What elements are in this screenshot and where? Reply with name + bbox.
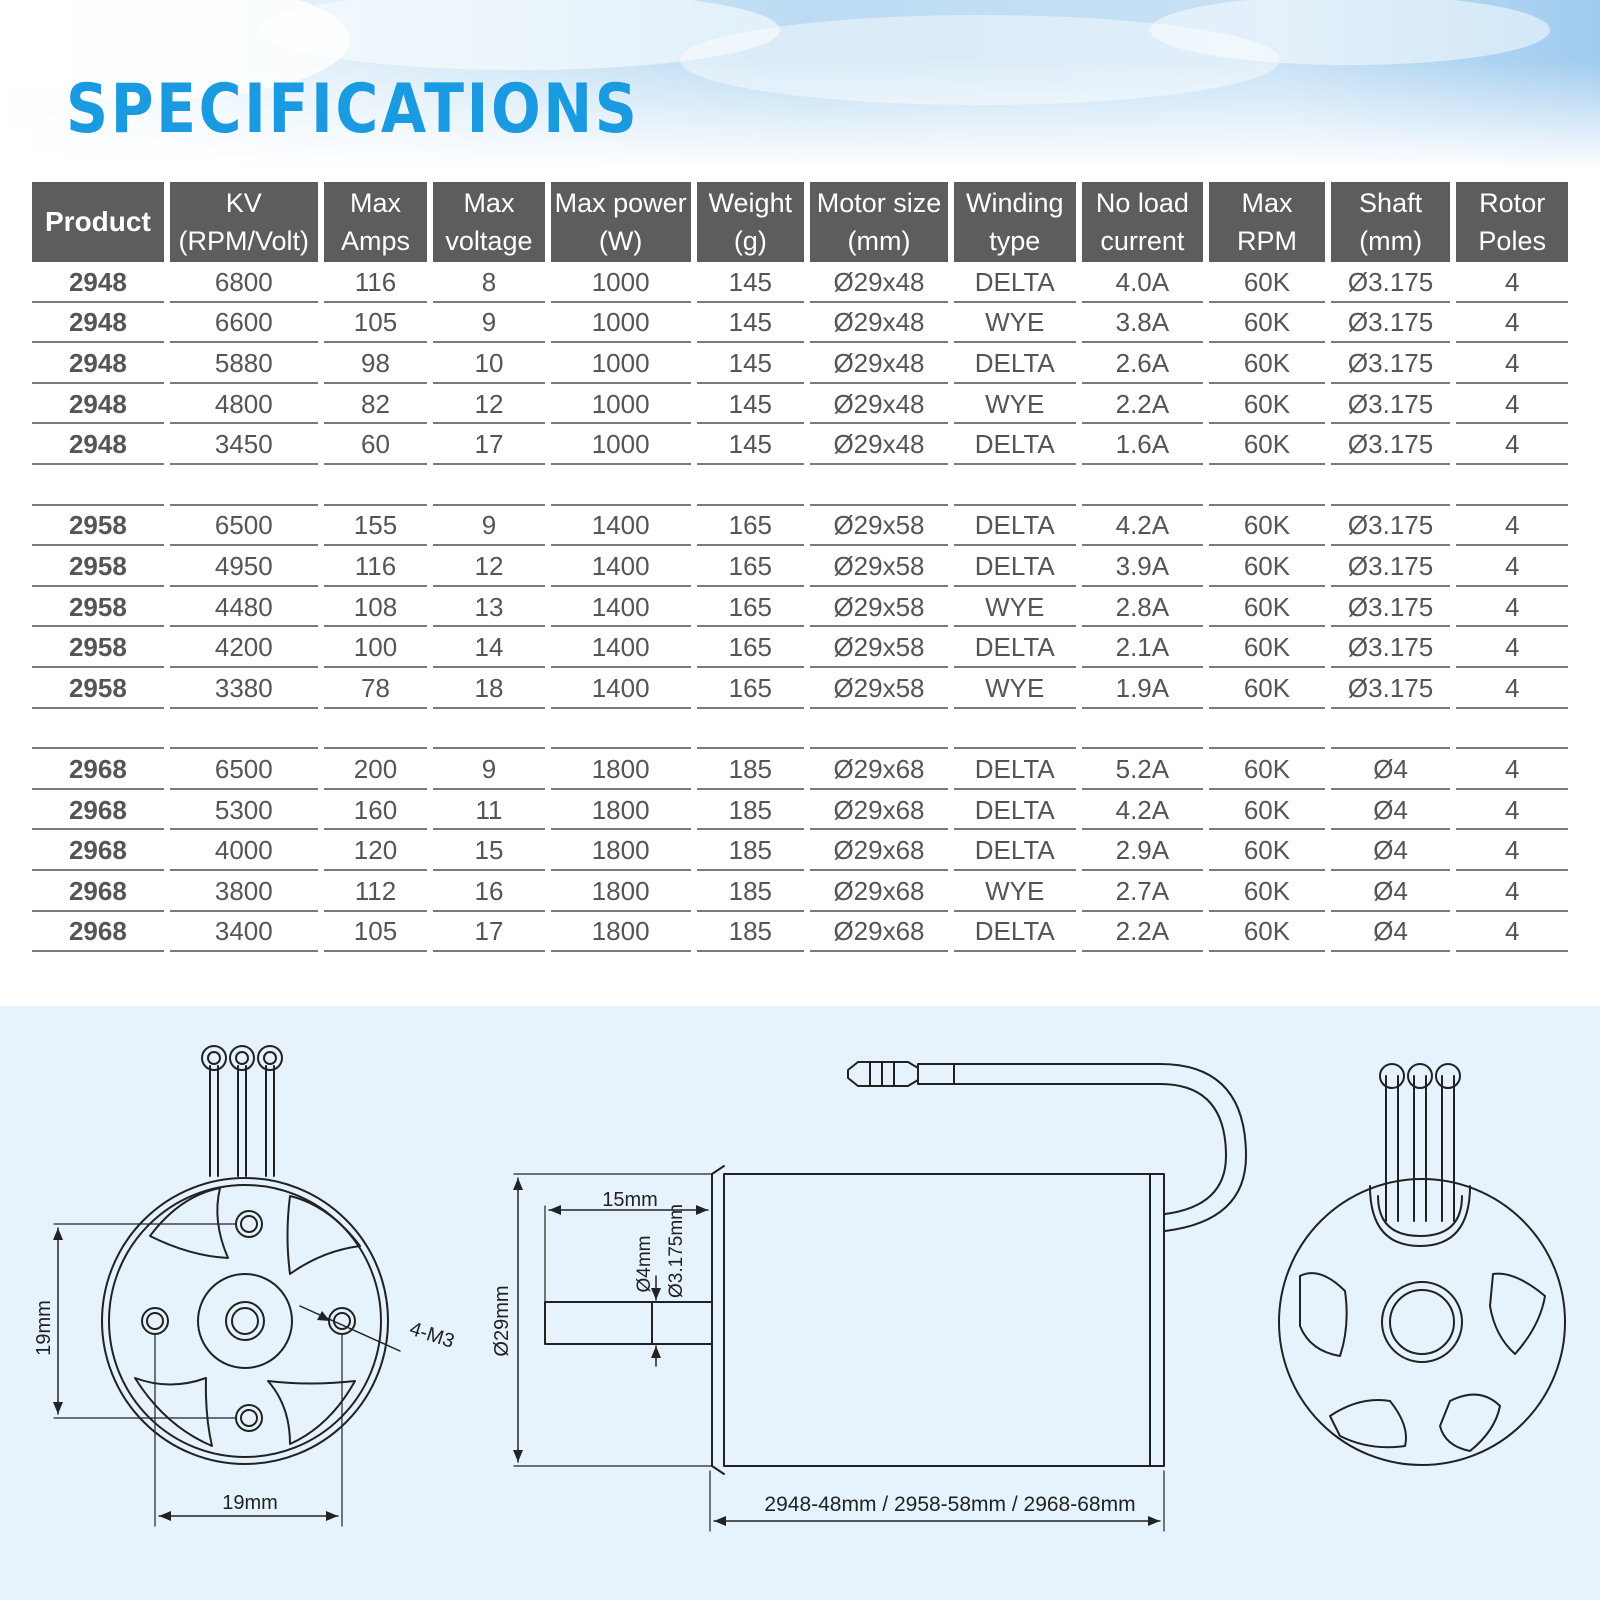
table-cell: DELTA xyxy=(954,749,1076,790)
column-header-line1: Motor size xyxy=(816,188,942,218)
table-cell: 6500 xyxy=(170,749,318,790)
table-cell: 4 xyxy=(1456,587,1568,628)
table-cell: 4200 xyxy=(170,627,318,668)
table-cell: 112 xyxy=(324,871,427,912)
table-cell: 2.1A xyxy=(1082,627,1204,668)
side-view-drawing xyxy=(513,1062,1246,1531)
table-cell: Ø29x68 xyxy=(810,871,948,912)
table-cell: 120 xyxy=(324,830,427,871)
table-cell: 60 xyxy=(324,424,427,465)
spacer-cell xyxy=(551,465,691,506)
column-header-line1: Winding xyxy=(965,188,1064,218)
table-cell: 185 xyxy=(697,749,804,790)
table-cell: 4 xyxy=(1456,668,1568,709)
diameter-label: Ø29mm xyxy=(491,1285,513,1357)
table-cell: DELTA xyxy=(954,506,1076,547)
table-cell: 1800 xyxy=(551,830,691,871)
specifications-table xyxy=(26,182,1574,952)
table-row xyxy=(32,262,1568,303)
table-cell: 100 xyxy=(324,627,427,668)
table-cell: 1800 xyxy=(551,912,691,953)
product-cell: 2968 xyxy=(32,790,164,831)
spacer-cell xyxy=(1331,465,1451,506)
table-cell: 60K xyxy=(1209,303,1325,344)
spacer-cell xyxy=(1209,465,1325,506)
table-cell: 4 xyxy=(1456,627,1568,668)
table-cell: 3800 xyxy=(170,871,318,912)
spacer-cell xyxy=(551,709,691,750)
table-cell: DELTA xyxy=(954,627,1076,668)
column-header xyxy=(324,182,427,262)
table-cell: 2.2A xyxy=(1082,384,1204,425)
table-cell: 60K xyxy=(1209,384,1325,425)
shaft-dia-4mm-label: Ø4mm xyxy=(634,1235,655,1293)
column-header-line2: Amps xyxy=(340,226,410,256)
column-header-line2: (mm) xyxy=(847,226,911,256)
wire-leads-icon xyxy=(202,1046,282,1176)
table-cell: 145 xyxy=(697,343,804,384)
table-row xyxy=(32,871,1568,912)
table-cell: Ø4 xyxy=(1331,871,1451,912)
column-header-line1: KV xyxy=(225,188,262,218)
table-cell: 165 xyxy=(697,668,804,709)
table-cell: 1400 xyxy=(551,587,691,628)
table-row xyxy=(32,384,1568,425)
bullet-connector-icon xyxy=(848,1062,954,1086)
table-cell: Ø3.175 xyxy=(1331,303,1451,344)
column-header xyxy=(810,182,948,262)
column-header-line2: voltage xyxy=(445,226,533,256)
product-cell: 2948 xyxy=(32,262,164,303)
table-cell: 11 xyxy=(433,790,545,831)
table-row xyxy=(32,912,1568,953)
column-header-line1: Max power xyxy=(554,188,687,218)
table-cell: 185 xyxy=(697,912,804,953)
column-header xyxy=(32,182,164,262)
table-cell: WYE xyxy=(954,587,1076,628)
table-cell: DELTA xyxy=(954,262,1076,303)
table-cell: 165 xyxy=(697,546,804,587)
product-cell: 2948 xyxy=(32,424,164,465)
table-row xyxy=(32,790,1568,831)
table-row xyxy=(32,343,1568,384)
table-cell: Ø3.175 xyxy=(1331,343,1451,384)
table-cell: DELTA xyxy=(954,424,1076,465)
table-cell: DELTA xyxy=(954,830,1076,871)
table-cell: 155 xyxy=(324,506,427,547)
table-cell: 13 xyxy=(433,587,545,628)
table-cell: 18 xyxy=(433,668,545,709)
table-cell: 1000 xyxy=(551,303,691,344)
column-header xyxy=(954,182,1076,262)
spacer-cell xyxy=(810,465,948,506)
table-cell: 165 xyxy=(697,506,804,547)
table-row xyxy=(32,506,1568,547)
table-cell: Ø4 xyxy=(1331,749,1451,790)
table-cell: 78 xyxy=(324,668,427,709)
table-cell: 17 xyxy=(433,424,545,465)
table-cell: Ø29x68 xyxy=(810,830,948,871)
column-header-line2: current xyxy=(1100,226,1185,256)
table-cell: 15 xyxy=(433,830,545,871)
table-cell: 185 xyxy=(697,830,804,871)
column-header-line1: Max xyxy=(349,188,401,218)
table-cell: 4 xyxy=(1456,749,1568,790)
table-cell: Ø3.175 xyxy=(1331,627,1451,668)
table-cell: 4 xyxy=(1456,384,1568,425)
table-cell: WYE xyxy=(954,871,1076,912)
table-cell: Ø29x68 xyxy=(810,749,948,790)
column-header-line1: Rotor xyxy=(1479,188,1546,218)
table-cell: 16 xyxy=(433,871,545,912)
column-header xyxy=(1331,182,1451,262)
table-cell: 4 xyxy=(1456,343,1568,384)
table-row xyxy=(32,303,1568,344)
shaft-dia-3175mm-label: Ø3.175mm xyxy=(666,1204,687,1298)
table-cell: 1400 xyxy=(551,506,691,547)
table-cell: 14 xyxy=(433,627,545,668)
table-cell: 200 xyxy=(324,749,427,790)
table-cell: 4.2A xyxy=(1082,506,1204,547)
table-cell: WYE xyxy=(954,303,1076,344)
table-cell: Ø29x58 xyxy=(810,546,948,587)
table-cell: 98 xyxy=(324,343,427,384)
table-cell: 60K xyxy=(1209,749,1325,790)
table-cell: Ø29x68 xyxy=(810,790,948,831)
table-cell: 1000 xyxy=(551,424,691,465)
product-cell: 2968 xyxy=(32,871,164,912)
group-spacer-row xyxy=(32,465,1568,506)
column-header-line1: Product xyxy=(45,206,151,237)
table-cell: Ø3.175 xyxy=(1331,668,1451,709)
table-cell: 2.8A xyxy=(1082,587,1204,628)
product-cell: 2958 xyxy=(32,587,164,628)
table-cell: 1400 xyxy=(551,627,691,668)
product-cell: 2968 xyxy=(32,830,164,871)
table-row xyxy=(32,627,1568,668)
column-header-line1: Max xyxy=(1241,188,1293,218)
table-cell: 116 xyxy=(324,262,427,303)
table-cell: Ø29x58 xyxy=(810,668,948,709)
spacer-cell xyxy=(954,465,1076,506)
table-cell: Ø29x68 xyxy=(810,912,948,953)
table-cell: 4950 xyxy=(170,546,318,587)
table-cell: 6600 xyxy=(170,303,318,344)
table-cell: Ø4 xyxy=(1331,830,1451,871)
table-cell: 185 xyxy=(697,790,804,831)
table-cell: 108 xyxy=(324,587,427,628)
table-cell: 1400 xyxy=(551,546,691,587)
product-cell: 2958 xyxy=(32,627,164,668)
table-cell: DELTA xyxy=(954,343,1076,384)
spacer-cell xyxy=(433,465,545,506)
table-cell: 5300 xyxy=(170,790,318,831)
technical-drawings xyxy=(0,1006,1600,1600)
table-cell: 8 xyxy=(433,262,545,303)
spacer-cell xyxy=(170,709,318,750)
table-cell: 4 xyxy=(1456,424,1568,465)
table-cell: 60K xyxy=(1209,262,1325,303)
table-row xyxy=(32,668,1568,709)
table-cell: 116 xyxy=(324,546,427,587)
product-cell: 2968 xyxy=(32,912,164,953)
table-cell: 10 xyxy=(433,343,545,384)
rear-view-drawing xyxy=(1279,1064,1565,1465)
table-cell: 60K xyxy=(1209,506,1325,547)
page-title: SPECIFICATIONS xyxy=(66,70,640,149)
table-cell: 9 xyxy=(433,303,545,344)
column-header-line1: Shaft xyxy=(1359,188,1423,218)
table-cell: 4 xyxy=(1456,790,1568,831)
table-cell: Ø4 xyxy=(1331,790,1451,831)
table-cell: 9 xyxy=(433,749,545,790)
spacer-cell xyxy=(1082,465,1204,506)
table-cell: Ø3.175 xyxy=(1331,506,1451,547)
table-cell: 2.6A xyxy=(1082,343,1204,384)
spacer-cell xyxy=(433,709,545,750)
table-cell: 60K xyxy=(1209,587,1325,628)
front-dim-vertical-label: 19mm xyxy=(33,1300,55,1356)
column-header-line1: Max xyxy=(463,188,515,218)
table-cell: Ø4 xyxy=(1331,912,1451,953)
column-header xyxy=(1082,182,1204,262)
spacer-cell xyxy=(32,465,164,506)
column-header-line1: No load xyxy=(1095,188,1189,218)
table-cell: Ø3.175 xyxy=(1331,424,1451,465)
table-cell: 60K xyxy=(1209,546,1325,587)
spacer-cell xyxy=(1209,709,1325,750)
table-cell: 4000 xyxy=(170,830,318,871)
table-cell: 1000 xyxy=(551,262,691,303)
product-cell: 2958 xyxy=(32,506,164,547)
table-cell: DELTA xyxy=(954,790,1076,831)
table-cell: DELTA xyxy=(954,546,1076,587)
table-header-row xyxy=(32,182,1568,262)
table-row xyxy=(32,830,1568,871)
table-cell: 1800 xyxy=(551,871,691,912)
spacer-cell xyxy=(954,709,1076,750)
column-header-line2: RPM xyxy=(1236,226,1297,256)
table-cell: 4.0A xyxy=(1082,262,1204,303)
table-cell: 4 xyxy=(1456,830,1568,871)
column-header xyxy=(433,182,545,262)
table-cell: Ø3.175 xyxy=(1331,587,1451,628)
column-header-line2: type xyxy=(989,226,1041,256)
table-cell: 3.9A xyxy=(1082,546,1204,587)
column-header xyxy=(170,182,318,262)
table-cell: Ø29x48 xyxy=(810,343,948,384)
table-cell: 3450 xyxy=(170,424,318,465)
column-header-line2: (g) xyxy=(733,226,767,256)
product-cell: 2948 xyxy=(32,343,164,384)
spacer-cell xyxy=(32,709,164,750)
table-cell: 145 xyxy=(697,384,804,425)
spacer-cell xyxy=(170,465,318,506)
table-cell: Ø29x58 xyxy=(810,506,948,547)
table-cell: 4 xyxy=(1456,262,1568,303)
spacer-cell xyxy=(1082,709,1204,750)
table-cell: 4800 xyxy=(170,384,318,425)
spacer-cell xyxy=(1456,465,1568,506)
table-cell: 2.9A xyxy=(1082,830,1204,871)
column-header-line2: (RPM/Volt) xyxy=(178,226,310,256)
product-cell: 2958 xyxy=(32,668,164,709)
spacer-cell xyxy=(697,709,804,750)
table-cell: 60K xyxy=(1209,627,1325,668)
table-cell: 145 xyxy=(697,303,804,344)
column-header-line2: (mm) xyxy=(1359,226,1423,256)
table-cell: 1400 xyxy=(551,668,691,709)
table-row xyxy=(32,546,1568,587)
table-row xyxy=(32,424,1568,465)
table-cell: 4480 xyxy=(170,587,318,628)
table-cell: Ø3.175 xyxy=(1331,546,1451,587)
table-row xyxy=(32,587,1568,628)
front-dim-horizontal-label: 19mm xyxy=(222,1492,278,1514)
table-cell: 2.2A xyxy=(1082,912,1204,953)
table-cell: 1.9A xyxy=(1082,668,1204,709)
product-cell: 2948 xyxy=(32,303,164,344)
table-cell: 185 xyxy=(697,871,804,912)
table-cell: 5880 xyxy=(170,343,318,384)
spacer-cell xyxy=(810,709,948,750)
table-cell: 5.2A xyxy=(1082,749,1204,790)
product-cell: 2958 xyxy=(32,546,164,587)
table-cell: 160 xyxy=(324,790,427,831)
table-cell: 6500 xyxy=(170,506,318,547)
table-cell: 4 xyxy=(1456,303,1568,344)
table-cell: 3.8A xyxy=(1082,303,1204,344)
table-cell: 4 xyxy=(1456,871,1568,912)
table-cell: 12 xyxy=(433,384,545,425)
table-cell: 60K xyxy=(1209,790,1325,831)
spacer-cell xyxy=(1456,709,1568,750)
table-cell: Ø3.175 xyxy=(1331,262,1451,303)
spacer-cell xyxy=(324,709,427,750)
table-cell: 4.2A xyxy=(1082,790,1204,831)
table-cell: 105 xyxy=(324,303,427,344)
group-spacer-row xyxy=(32,709,1568,750)
mounting-hole-icon xyxy=(142,1211,355,1431)
table-cell: 82 xyxy=(324,384,427,425)
table-cell: 60K xyxy=(1209,871,1325,912)
column-header-line1: Weight xyxy=(708,188,793,218)
column-header-line2: (W) xyxy=(598,226,643,256)
table-cell: Ø29x48 xyxy=(810,303,948,344)
column-header-line2: Poles xyxy=(1478,226,1546,256)
spacer-cell xyxy=(1331,709,1451,750)
table-cell: 60K xyxy=(1209,912,1325,953)
table-cell: 17 xyxy=(433,912,545,953)
table-cell: 1800 xyxy=(551,790,691,831)
table-cell: 60K xyxy=(1209,343,1325,384)
table-cell: 60K xyxy=(1209,830,1325,871)
table-cell: Ø29x48 xyxy=(810,424,948,465)
front-view-drawing xyxy=(53,1046,400,1526)
wire-leads-icon xyxy=(1370,1064,1470,1246)
table-cell: 145 xyxy=(697,424,804,465)
table-cell: 4 xyxy=(1456,912,1568,953)
table-cell: 3400 xyxy=(170,912,318,953)
table-cell: WYE xyxy=(954,668,1076,709)
length-label: 2948-48mm / 2958-58mm / 2968-68mm xyxy=(764,1493,1136,1516)
table-cell: 12 xyxy=(433,546,545,587)
table-cell: 9 xyxy=(433,506,545,547)
table-cell: 4 xyxy=(1456,546,1568,587)
table-cell: WYE xyxy=(954,384,1076,425)
table-cell: Ø29x58 xyxy=(810,587,948,628)
table-cell: 60K xyxy=(1209,424,1325,465)
column-header xyxy=(1209,182,1325,262)
table-row xyxy=(32,749,1568,790)
table-cell: 165 xyxy=(697,587,804,628)
table-cell: 3380 xyxy=(170,668,318,709)
product-cell: 2968 xyxy=(32,749,164,790)
table-cell: 2.7A xyxy=(1082,871,1204,912)
table-cell: 105 xyxy=(324,912,427,953)
shaft-length-label: 15mm xyxy=(602,1189,658,1211)
spacer-cell xyxy=(324,465,427,506)
column-header xyxy=(697,182,804,262)
column-header xyxy=(551,182,691,262)
table-cell: Ø3.175 xyxy=(1331,384,1451,425)
table-cell: 145 xyxy=(697,262,804,303)
table-cell: Ø29x58 xyxy=(810,627,948,668)
table-cell: 6800 xyxy=(170,262,318,303)
table-cell: 1000 xyxy=(551,384,691,425)
table-cell: 1.6A xyxy=(1082,424,1204,465)
spacer-cell xyxy=(697,465,804,506)
table-cell: 165 xyxy=(697,627,804,668)
table-cell: 4 xyxy=(1456,506,1568,547)
table-cell: 60K xyxy=(1209,668,1325,709)
table-cell: Ø29x48 xyxy=(810,384,948,425)
product-cell: 2948 xyxy=(32,384,164,425)
column-header xyxy=(1456,182,1568,262)
screw-label: 4-M3 xyxy=(406,1317,457,1353)
table-cell: DELTA xyxy=(954,912,1076,953)
table-cell: 1800 xyxy=(551,749,691,790)
table-cell: Ø29x48 xyxy=(810,262,948,303)
table-cell: 1000 xyxy=(551,343,691,384)
